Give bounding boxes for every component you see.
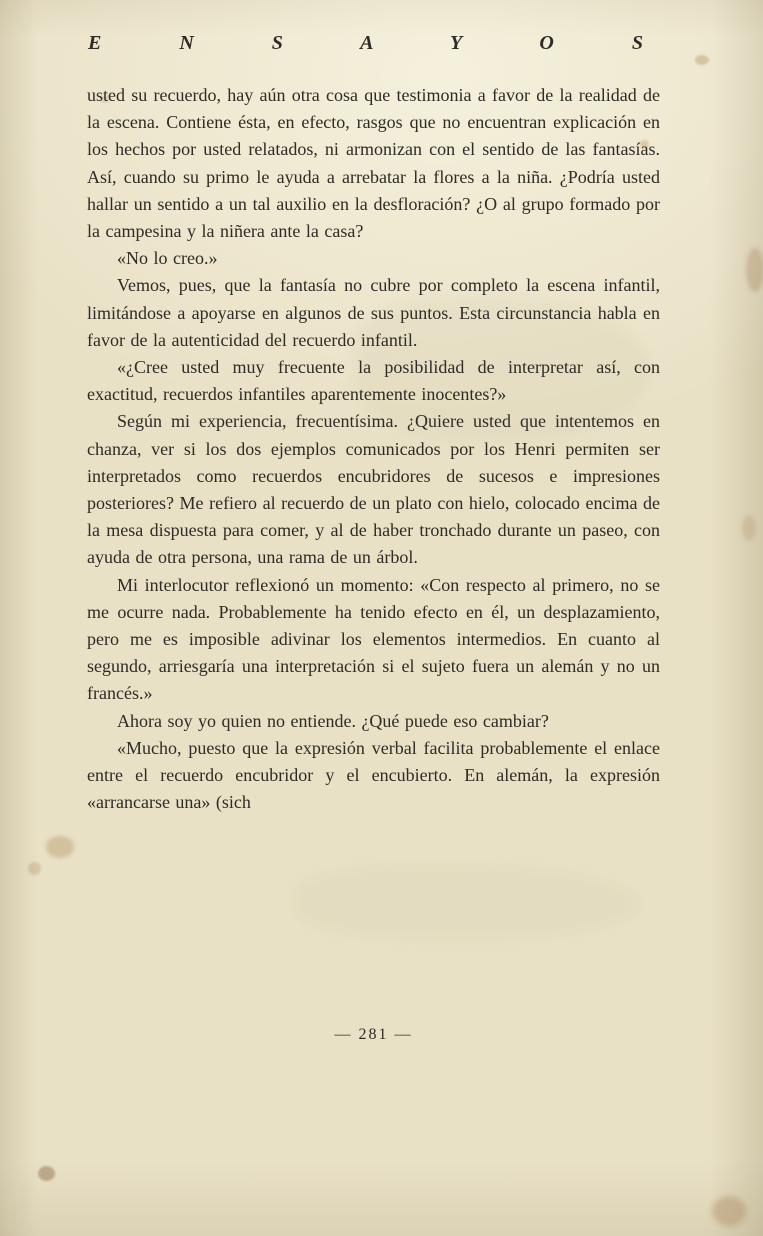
paper-stain	[46, 836, 74, 858]
paper-stain	[742, 515, 756, 541]
running-head: E N S A Y O S	[88, 32, 644, 54]
paper-stain	[695, 55, 709, 65]
paper-stain	[38, 1166, 55, 1181]
paper-stain	[28, 862, 41, 875]
paper-stain	[712, 1196, 746, 1226]
paragraph: «Mucho, puesto que la expresión verbal facilita probablemente el enlace entre el recuerdo encubridor y el encubierto. En alemán, la expresión «arrancarse una» (sich	[87, 737, 660, 813]
page-body	[87, 82, 660, 816]
paragraph: «No lo creo.»	[117, 248, 218, 269]
show-through-smudge	[295, 865, 640, 940]
paragraph: Ahora soy yo quien no entiende. ¿Qué puede eso cambiar?	[117, 710, 549, 731]
paragraph: usted su recuerdo, hay aún otra cosa que testimonia a favor de la realidad de la escena. Contiene ésta, en efecto, rasgos que no encuentran explicación en los hechos por usted relatados, ni armonizan con el sentido de las fantasías. Así, cuando su primo le ayuda a arrebatar la flores a la niña. ¿Podría usted hallar un sentido a un tal auxilio en la desfloración? ¿O al grupo formado por la campesina y la niñera ante la casa?	[87, 85, 660, 242]
page-number: — 281 —	[334, 1026, 413, 1043]
paragraph: Mi interlocutor reflexionó un momento: «Con respecto al primero, no se me ocurre nada. Probablemente ha tenido efecto en él, un desplazamiento, pero me es imposible adivinar los elementos intermedios. En cuanto al segundo, arriesgaría una interpretación si el sujeto fuera un alemán y no un francés.»	[87, 574, 660, 704]
paragraph: Según mi experiencia, frecuentísima. ¿Quiere usted que intentemos en chanza, ver si los dos ejemplos comunicados por los Henri permiten ser interpretados como recuerdos encubridores de sucesos e impresiones posteriores? Me refiero al recuerdo de un plato con hielo, colocado encima de la mesa dispuesta para comer, y al de haber tronchado durante un paseo, con ayuda de otra persona, una rama de un árbol.	[87, 411, 660, 568]
paragraph: «¿Cree usted muy frecuente la posibilidad de interpretar así, con exactitud, recuerdos infantiles aparentemente inocentes?»	[87, 357, 660, 405]
paper-stain	[746, 248, 763, 292]
paragraph: Vemos, pues, que la fantasía no cubre por completo la escena infantil, limitándose a apoyarse en algunos de sus puntos. Esta circunstancia habla en favor de la autenticidad del recuerdo infantil.	[87, 275, 660, 350]
